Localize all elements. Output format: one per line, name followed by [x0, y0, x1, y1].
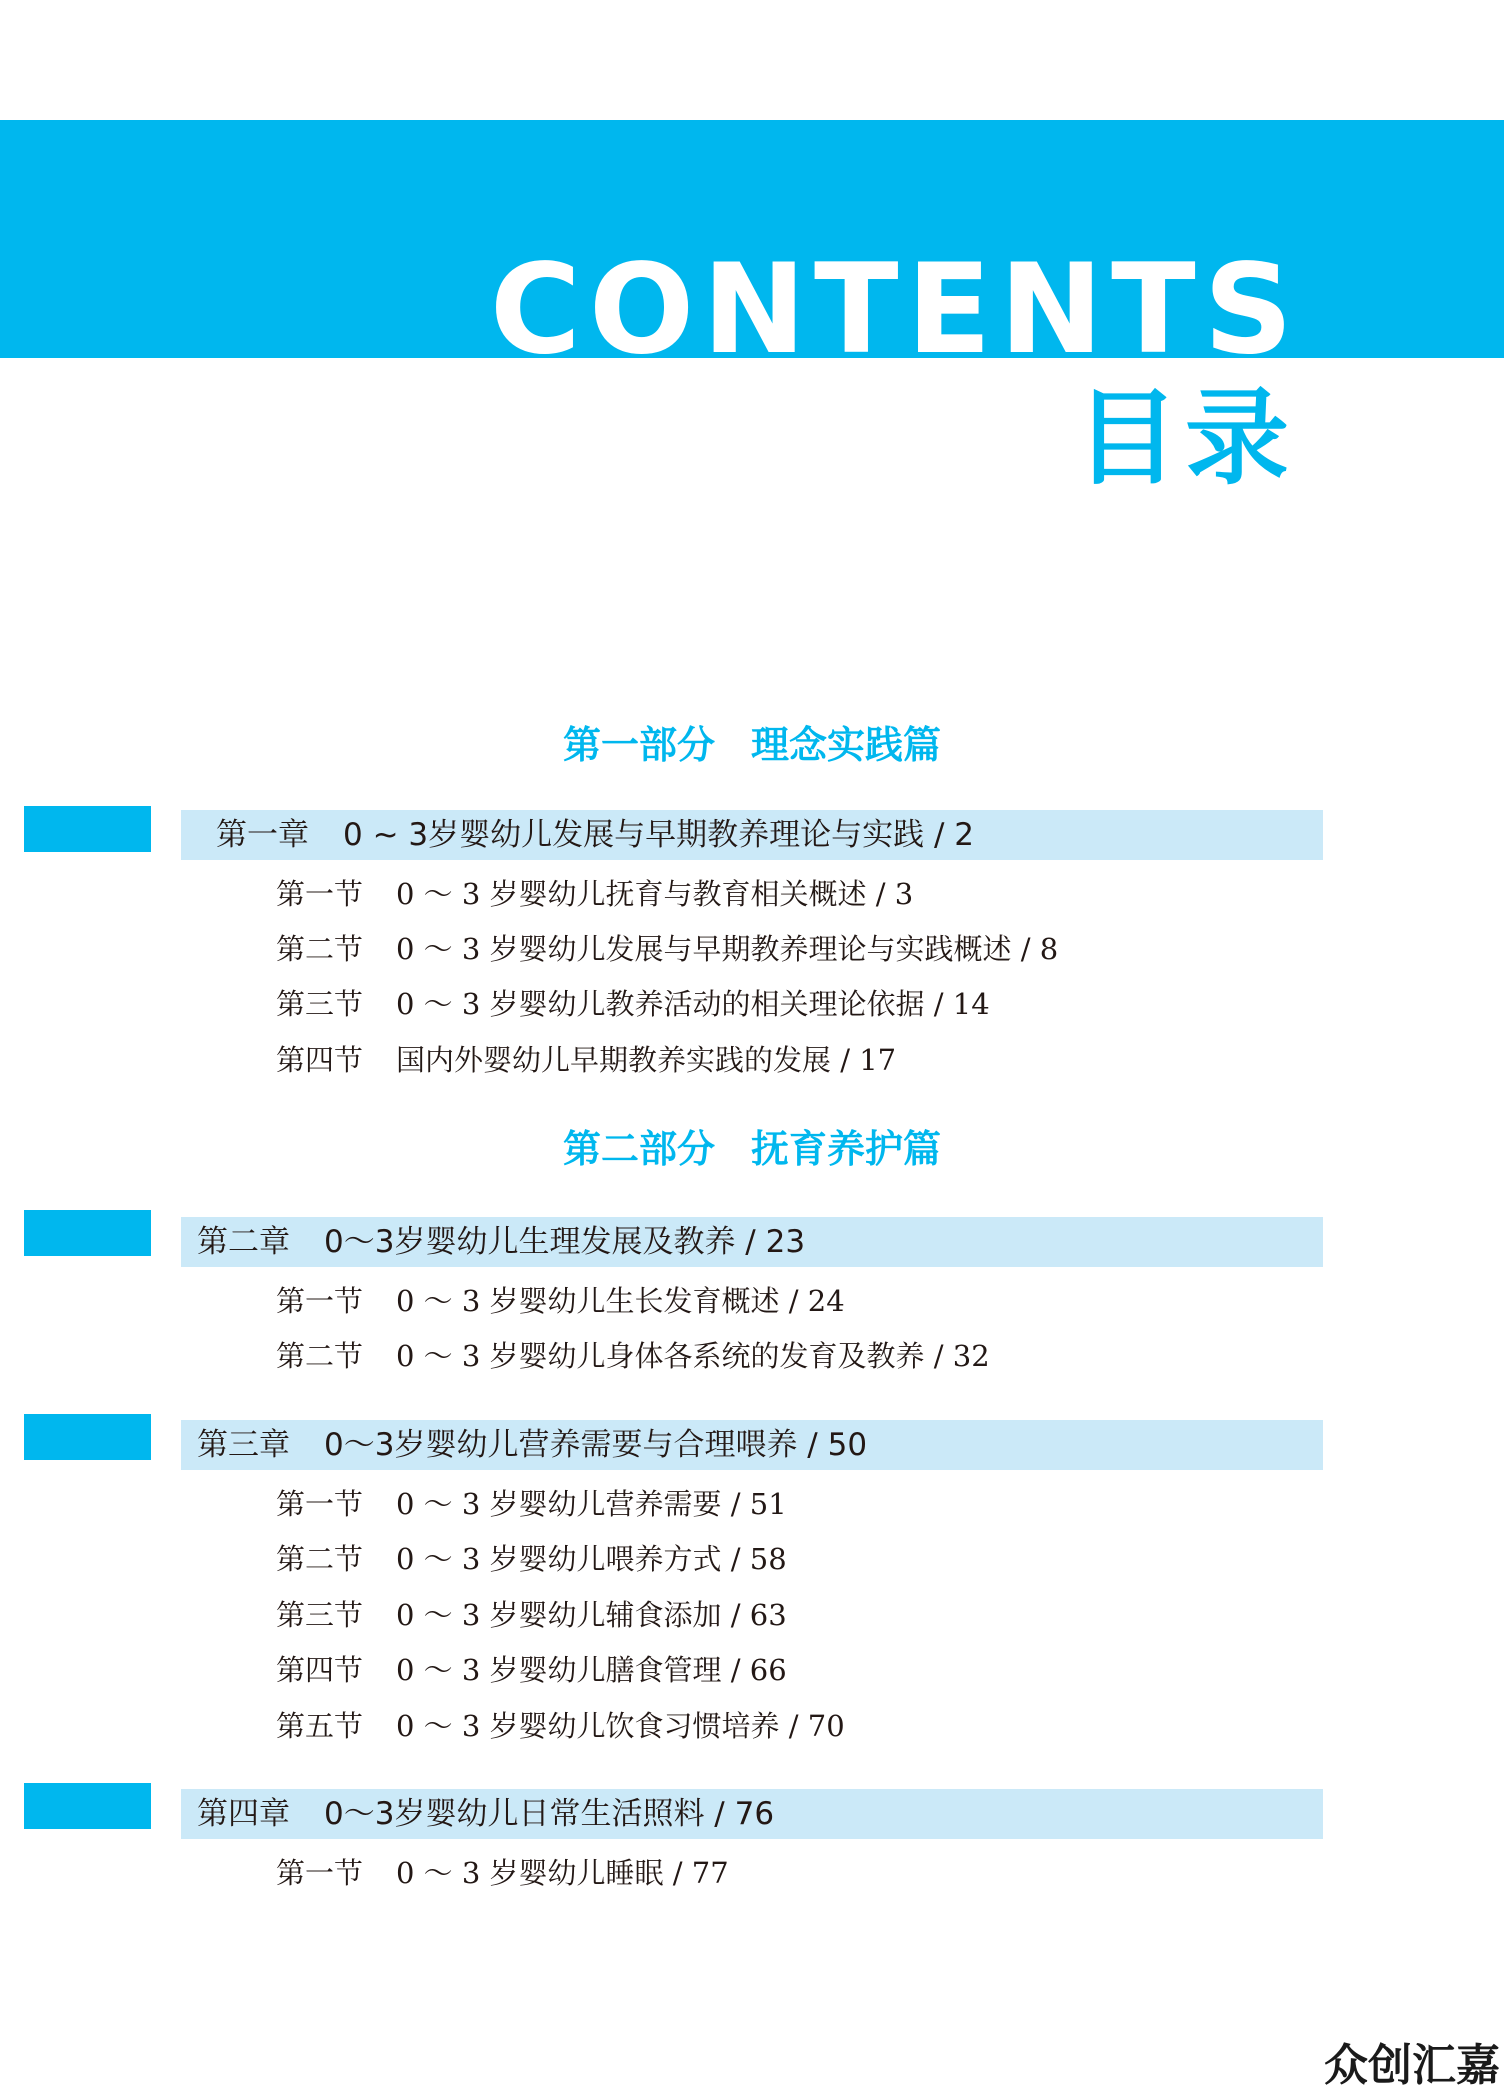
- section-title: 0 ～ 3 岁婴幼儿睡眠 / 77: [396, 1856, 729, 1890]
- part-heading-1: [0, 722, 1504, 768]
- section-number: 第三节: [276, 1598, 364, 1632]
- section-entry[interactable]: [276, 1852, 729, 1894]
- section-number: 第二节: [276, 932, 364, 966]
- section-number: 第五节: [276, 1709, 364, 1743]
- section-number: 第四节: [276, 1653, 364, 1687]
- chapter-1-entry[interactable]: [181, 810, 1323, 860]
- section-entry[interactable]: [276, 1335, 990, 1377]
- section-number: 第一节: [276, 1856, 364, 1890]
- section-number: 第一节: [276, 1487, 364, 1521]
- section-title: 0 ～ 3 岁婴幼儿身体各系统的发育及教养 / 32: [396, 1339, 990, 1373]
- part-number: 第一部分: [562, 723, 715, 767]
- section-title: 0 ～ 3 岁婴幼儿营养需要 / 51: [396, 1487, 787, 1521]
- section-entry[interactable]: [276, 1280, 845, 1322]
- section-number: 第二节: [276, 1542, 364, 1576]
- section-title: 0 ～ 3 岁婴幼儿生长发育概述 / 24: [396, 1284, 845, 1318]
- chapter-marker-2: [24, 1210, 151, 1256]
- section-number: 第三节: [276, 987, 364, 1021]
- section-entry[interactable]: [276, 873, 913, 915]
- part-name: 理念实践篇: [751, 723, 942, 767]
- section-entry[interactable]: [276, 1039, 896, 1081]
- section-entry[interactable]: [276, 1538, 787, 1580]
- chapter-title: 0 ~ 3岁婴幼儿发展与早期教养理论与实践 / 2: [343, 817, 975, 853]
- chapter-marker-1: [24, 806, 151, 852]
- section-entry[interactable]: [276, 928, 1058, 970]
- section-number: 第一节: [276, 1284, 364, 1318]
- chapter-label: 第一章: [216, 817, 309, 853]
- section-title: 0 ～ 3 岁婴幼儿发展与早期教养理论与实践概述 / 8: [396, 932, 1059, 966]
- chapter-3-entry[interactable]: [181, 1420, 1323, 1470]
- section-number: 第二节: [276, 1339, 364, 1373]
- section-title: 0 ～ 3 岁婴幼儿膳食管理 / 66: [396, 1653, 787, 1687]
- section-entry[interactable]: [276, 1594, 787, 1636]
- section-title: 0 ～ 3 岁婴幼儿饮食习惯培养 / 70: [396, 1709, 845, 1743]
- chapter-title: 0～3岁婴幼儿日常生活照料 / 76: [324, 1796, 775, 1832]
- chapter-4-entry[interactable]: [181, 1789, 1323, 1839]
- section-entry[interactable]: [276, 1649, 787, 1691]
- section-number: 第四节: [276, 1043, 364, 1077]
- section-title: 0 ～ 3 岁婴幼儿辅食添加 / 63: [396, 1598, 787, 1632]
- chapter-label: 第三章: [197, 1427, 290, 1463]
- section-title: 0 ～ 3 岁婴幼儿教养活动的相关理论依据 / 14: [396, 987, 990, 1021]
- contents-title: CONTENTS: [489, 238, 1301, 382]
- section-title: 国内外婴幼儿早期教养实践的发展 / 17: [396, 1043, 897, 1077]
- section-entry[interactable]: [276, 1483, 787, 1525]
- section-title: 0 ～ 3 岁婴幼儿喂养方式 / 58: [396, 1542, 787, 1576]
- section-title: 0 ～ 3 岁婴幼儿抚育与教育相关概述 / 3: [396, 877, 914, 911]
- chapter-title: 0～3岁婴幼儿营养需要与合理喂养 / 50: [324, 1427, 868, 1463]
- watermark: 众创汇嘉: [1324, 2040, 1500, 2091]
- chapter-label: 第二章: [197, 1224, 290, 1260]
- chapter-marker-4: [24, 1783, 151, 1829]
- toc-title-cn: 目录: [1074, 377, 1295, 499]
- section-entry[interactable]: [276, 983, 990, 1025]
- chapter-2-entry[interactable]: [181, 1217, 1323, 1267]
- chapter-label: 第四章: [197, 1796, 290, 1832]
- section-number: 第一节: [276, 877, 364, 911]
- part-number: 第二部分: [562, 1127, 715, 1171]
- part-name: 抚育养护篇: [751, 1127, 942, 1171]
- chapter-title: 0～3岁婴幼儿生理发展及教养 / 23: [324, 1224, 806, 1260]
- section-entry[interactable]: [276, 1705, 845, 1747]
- part-heading-2: [0, 1126, 1504, 1172]
- chapter-marker-3: [24, 1414, 151, 1460]
